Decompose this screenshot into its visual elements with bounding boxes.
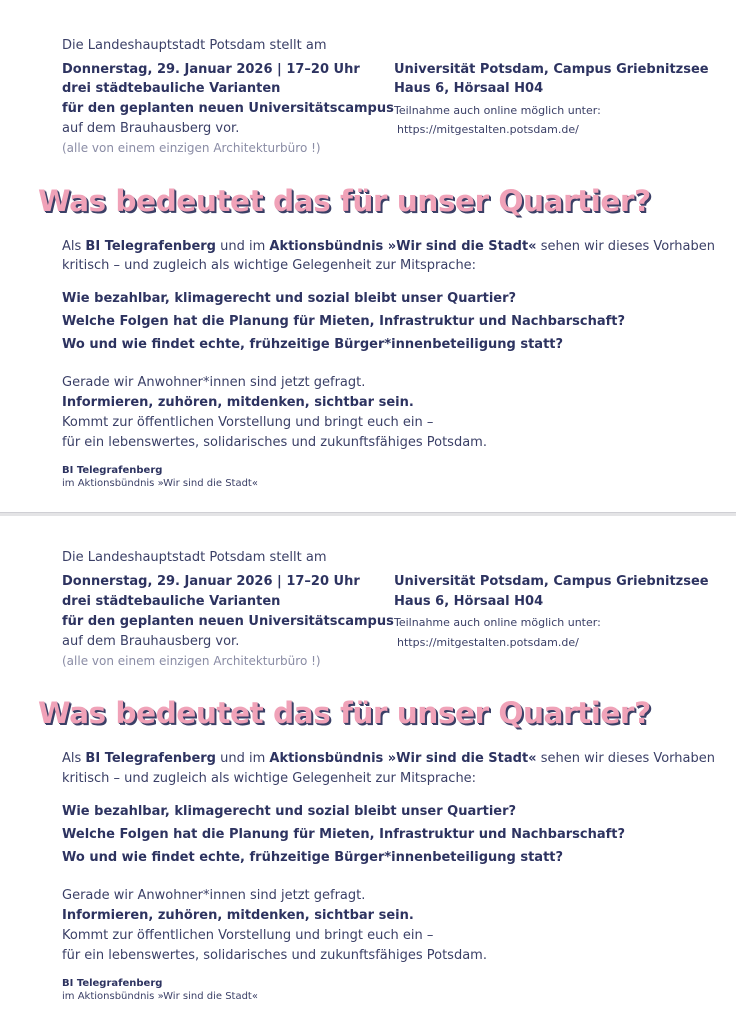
closing-line-1: Gerade wir Anwohner*innen sind jetzt gefragt. [62,375,366,390]
location-line-1: Universität Potsdam, Campus Griebnitzsee [394,574,709,589]
closing-line-2: Informieren, zuhören, mitdenken, sichtbar sein. [62,395,414,410]
closing-line-3: Kommt zur öffentlichen Vorstellung und bringt euch ein – [62,928,434,943]
closing-line-3: Kommt zur öffentlichen Vorstellung und bringt euch ein – [62,415,434,430]
signature-2: im Aktionsbündnis »Wir sind die Stadt« [62,478,258,489]
event-line-4: auf dem Brauhausberg vor. [62,121,240,136]
signature-1: BI Telegrafenberg [62,978,163,989]
closing-line-2: Informieren, zuhören, mitdenken, sichtbar sein. [62,908,414,923]
question-3: Wo und wie findet echte, frühzeitige Bürger*innenbeteiligung statt? [62,850,564,865]
headline: Was bedeutet das für unser Quartier? [38,184,651,218]
intro-text: Die Landeshauptstadt Potsdam stellt am [62,550,327,565]
intro-text: Die Landeshauptstadt Potsdam stellt am [62,38,327,53]
intro-paragraph-line-1: Als BI Telegrafenberg und im Aktionsbündnis »Wir sind die Stadt« sehen wir dieses Vorhaben [62,239,715,254]
online-label: Teilnahme auch online möglich unter: [394,616,601,629]
event-date: Donnerstag, 29. Januar 2026 | 17–20 Uhr [62,574,360,589]
intro-paragraph-line-2: kritisch – und zugleich als wichtige Gelegenheit zur Mitsprache: [62,258,477,273]
flyer-bottom [0,516,736,1024]
headline: Was bedeutet das für unser Quartier? [38,696,651,730]
event-line-3: für den geplanten neuen Universitätscampus [62,101,394,116]
online-url[interactable]: https://mitgestalten.potsdam.de/ [397,636,579,649]
event-note: (alle von einem einzigen Architekturbüro !) [62,654,321,668]
online-url[interactable]: https://mitgestalten.potsdam.de/ [397,123,579,136]
question-2: Welche Folgen hat die Planung für Mieten, Infrastruktur und Nachbarschaft? [62,827,626,842]
location-line-2: Haus 6, Hörsaal H04 [394,81,544,96]
flyer-top [0,0,736,508]
signature-1: BI Telegrafenberg [62,465,163,476]
event-line-4: auf dem Brauhausberg vor. [62,634,240,649]
intro-paragraph-line-1: Als BI Telegrafenberg und im Aktionsbündnis »Wir sind die Stadt« sehen wir dieses Vorhaben [62,751,715,766]
question-3: Wo und wie findet echte, frühzeitige Bürger*innenbeteiligung statt? [62,337,564,352]
question-2: Welche Folgen hat die Planung für Mieten, Infrastruktur und Nachbarschaft? [62,314,626,329]
event-note: (alle von einem einzigen Architekturbüro !) [62,141,321,155]
event-line-2: drei städtebauliche Varianten [62,594,281,609]
online-label: Teilnahme auch online möglich unter: [394,104,601,117]
closing-line-4: für ein lebenswertes, solidarisches und zukunftsfähiges Potsdam. [62,948,487,963]
location-line-2: Haus 6, Hörsaal H04 [394,594,544,609]
event-line-3: für den geplanten neuen Universitätscampus [62,614,394,629]
closing-line-1: Gerade wir Anwohner*innen sind jetzt gefragt. [62,888,366,903]
event-date: Donnerstag, 29. Januar 2026 | 17–20 Uhr [62,62,360,77]
event-line-2: drei städtebauliche Varianten [62,81,281,96]
signature-2: im Aktionsbündnis »Wir sind die Stadt« [62,991,258,1002]
location-line-1: Universität Potsdam, Campus Griebnitzsee [394,62,709,77]
question-1: Wie bezahlbar, klimagerecht und sozial bleibt unser Quartier? [62,804,517,819]
closing-line-4: für ein lebenswertes, solidarisches und zukunftsfähiges Potsdam. [62,435,487,450]
intro-paragraph-line-2: kritisch – und zugleich als wichtige Gelegenheit zur Mitsprache: [62,771,477,786]
question-1: Wie bezahlbar, klimagerecht und sozial bleibt unser Quartier? [62,291,517,306]
